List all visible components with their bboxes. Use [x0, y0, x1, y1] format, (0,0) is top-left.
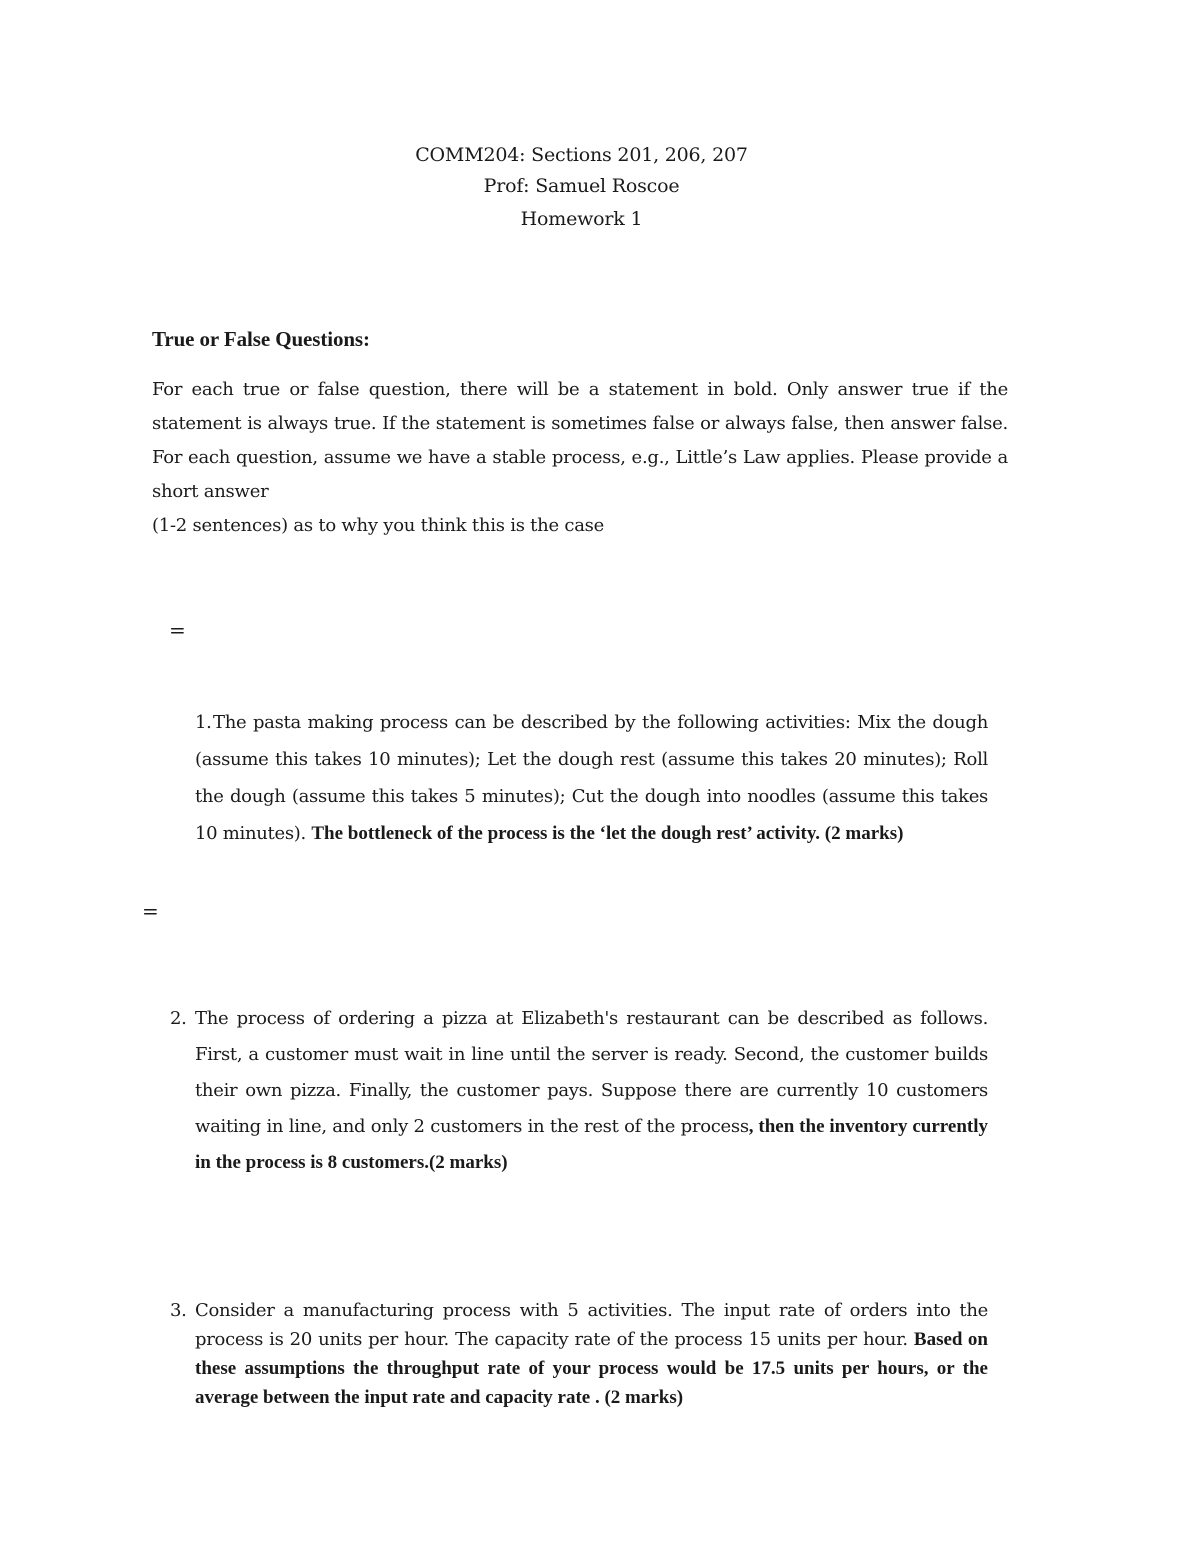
question-1-number: 1.: [195, 712, 212, 733]
question-1: [195, 704, 988, 852]
question-3: [170, 1296, 988, 1412]
question-1-statement: The bottleneck of the process is the ‘let the dough rest’ activity. (2 marks): [311, 823, 904, 844]
question-1-text: The pasta making process can be described by the following activities: Mix the dough (assume this takes 10 minutes); Let the dough rest (assume this takes 20 minutes); Roll the dough (assume this takes 5 minutes); Cut the dough into noodles (assume this takes 10 minutes).: [195, 712, 988, 844]
question-2-body: [195, 1001, 988, 1181]
course-title: COMM204: Sections 201, 206, 207: [415, 144, 748, 166]
assignment-title: Homework 1: [520, 208, 643, 230]
professor-name: Prof: Samuel Roscoe: [483, 175, 680, 197]
question-1-body: [195, 704, 988, 852]
question-3-text: Consider a manufacturing process with 5 activities. The input rate of orders into the process is 20 units per hour. The capacity rate of the process 15 units per hour.: [195, 1300, 988, 1350]
question-2-text: The process of ordering a pizza at Elizabeth's restaurant can be described as follows. First, a customer must wait in line until the server is ready. Second, the customer builds their own pizza. Finally, the customer pays. Suppose there are currently 10 customers waiting in line, and only 2 customers in the rest of the process: [195, 1008, 988, 1137]
instructions-text-last: (1-2 sentences) as to why you think this is the case: [152, 515, 605, 536]
equals-mark: =: [142, 899, 159, 923]
question-3-number: 3.: [170, 1300, 187, 1321]
question-3-body: [195, 1296, 988, 1412]
question-2-statement: , then the inventory currently in the process is 8 customers.(2 marks): [195, 1116, 988, 1173]
question-3-statement: Based on these assumptions the throughput rate of your process would be 17.5 units per hours, or the average between the input rate and capacity rate . (2 marks): [195, 1329, 988, 1408]
instructions-paragraph: [152, 373, 1008, 543]
question-2-number: 2.: [170, 1008, 187, 1029]
instructions-text: For each true or false question, there will be a statement in bold. Only answer true if the statement is always true. If the statement is sometimes false or always false, then answer false. For each question, assume we have a stable process, e.g., Little’s Law applies. Please provide a short answer: [152, 379, 1008, 502]
equals-mark: =: [169, 618, 186, 642]
question-2: [170, 1001, 988, 1181]
section-heading: True or False Questions:: [152, 327, 370, 351]
